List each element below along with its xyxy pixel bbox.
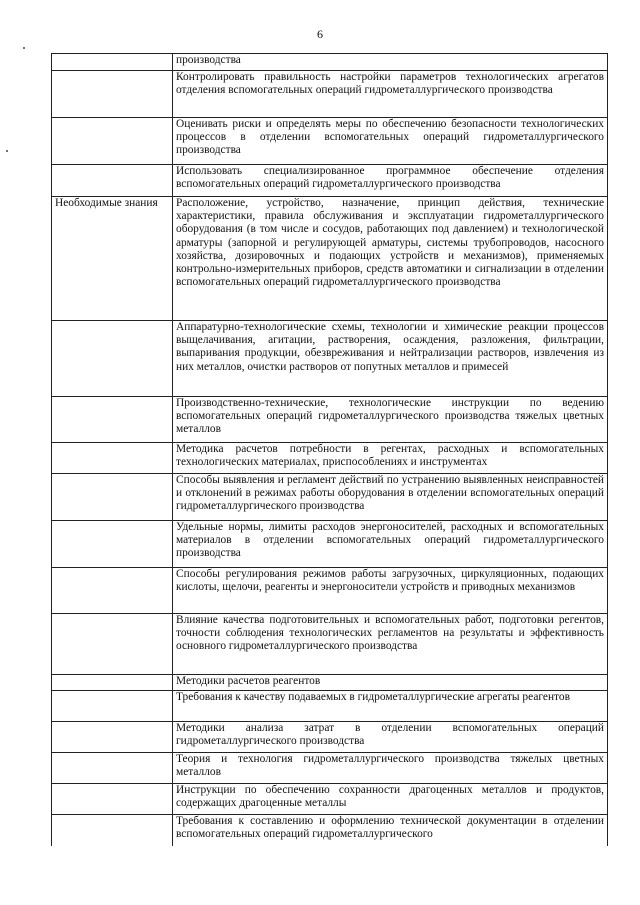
row-label bbox=[52, 722, 173, 753]
row-label bbox=[52, 784, 173, 815]
table-row bbox=[52, 784, 608, 815]
row-text: Требования к составлению и оформлению технической документации в отделении вспомогательных операций гидрометаллургического bbox=[173, 815, 608, 846]
row-label bbox=[52, 71, 173, 118]
row-label bbox=[52, 397, 173, 443]
row-text: Контролировать правильность настройки параметров технологических агрегатов отделения вспомогательных операций гидрометаллургического производства bbox=[173, 71, 608, 118]
table-row bbox=[52, 568, 608, 614]
row-text: Удельные нормы, лимиты расходов энергоносителей, расходных и вспомогательных материалов в отделении вспомогательных операций гидрометаллургического производства bbox=[173, 521, 608, 568]
row-text: Теория и технология гидрометаллургического производства тяжелых цветных металлов bbox=[173, 753, 608, 784]
row-text: Методики расчетов реагентов bbox=[173, 675, 608, 691]
row-label bbox=[52, 321, 173, 397]
scan-speck bbox=[6, 150, 8, 152]
row-label bbox=[52, 54, 173, 71]
page-number: 6 bbox=[317, 27, 323, 41]
row-label bbox=[52, 118, 173, 165]
row-label bbox=[52, 614, 173, 675]
table-row bbox=[52, 675, 608, 691]
table-row bbox=[52, 321, 608, 397]
row-text: Методика расчетов потребности в регентах, расходных и вспомогательных технологических материалах, приспособлениях и инструментах bbox=[173, 443, 608, 474]
table-row bbox=[52, 165, 608, 197]
row-text: Использовать специализированное программное обеспечение отделения вспомогательных операций гидрометаллургического производства bbox=[173, 165, 608, 197]
table-row bbox=[52, 397, 608, 443]
row-text: Способы регулирования режимов работы загрузочных, циркуляционных, подающих кислоты, щелочи, реагенты и энергоносители устройств и приводных механизмов bbox=[173, 568, 608, 614]
scan-speck bbox=[23, 47, 25, 49]
row-label bbox=[52, 753, 173, 784]
row-label bbox=[52, 521, 173, 568]
table-row bbox=[52, 815, 608, 846]
row-text: Требования к качеству подаваемых в гидрометаллургические агрегаты реагентов bbox=[173, 691, 608, 722]
row-label bbox=[52, 815, 173, 846]
table-row bbox=[52, 614, 608, 675]
row-label bbox=[52, 675, 173, 691]
table-row bbox=[52, 71, 608, 118]
row-text: производства bbox=[173, 54, 608, 71]
table-row bbox=[52, 691, 608, 722]
row-text: Методики анализа затрат в отделении вспомогательных операций гидрометаллургического производства bbox=[173, 722, 608, 753]
table-row bbox=[52, 521, 608, 568]
table-row bbox=[52, 753, 608, 784]
row-text: Производственно-технические, технологические инструкции по ведению вспомогательных операций гидрометаллургического производства тяжелых цветных металлов bbox=[173, 397, 608, 443]
row-label bbox=[52, 165, 173, 197]
table-row bbox=[52, 118, 608, 165]
table-row bbox=[52, 443, 608, 474]
row-label bbox=[52, 568, 173, 614]
table-row bbox=[52, 474, 608, 521]
row-text: Способы выявления и регламент действий по устранению выявленных неисправностей и отклонений в режимах работы оборудования в отделении вспомогательных операций гидрометаллургического производства bbox=[173, 474, 608, 521]
table-row bbox=[52, 722, 608, 753]
row-label bbox=[52, 443, 173, 474]
competency-table bbox=[51, 53, 608, 846]
row-label bbox=[52, 691, 173, 722]
section-label-knowledge: Необходимые знания bbox=[52, 197, 173, 321]
row-text: Расположение, устройство, назначение, принцип действия, технические характеристики, правила обслуживания и эксплуатации гидрометаллургического оборудования (в том числе и сосудов, работающих под давлением) и технологической арматуры (запорной и регулирующей арматуры, системы трубопроводов, насосного хозяйства, дозировочных и подающих устройств и механизмов), применяемых контрольно-измерительных приборов, средств автоматики и сигнализации в отделении вспомогательных операций гидрометаллургического производства bbox=[173, 197, 608, 321]
row-text: Влияние качества подготовительных и вспомогательных работ, подготовки регентов, точности соблюдения технологических регламентов на результаты и эффективность основного гидрометаллургического производства bbox=[173, 614, 608, 675]
row-text: Аппаратурно-технологические схемы, технологии и химические реакции процессов выщелачивания, агитации, растворения, осаждения, разложения, фильтрации, выпаривания продукции, обезвреживания и нейтрализации растворов, извлечения из них металлов, очистки растворов от попутных металлов и примесей bbox=[173, 321, 608, 397]
row-text: Инструкции по обеспечению сохранности драгоценных металлов и продуктов, содержащих драгоценные металлы bbox=[173, 784, 608, 815]
table-row bbox=[52, 197, 608, 321]
row-text: Оценивать риски и определять меры по обеспечению безопасности технологических процессов в отделении вспомогательных операций гидрометаллургического производства bbox=[173, 118, 608, 165]
row-label bbox=[52, 474, 173, 521]
table-row bbox=[52, 54, 608, 71]
